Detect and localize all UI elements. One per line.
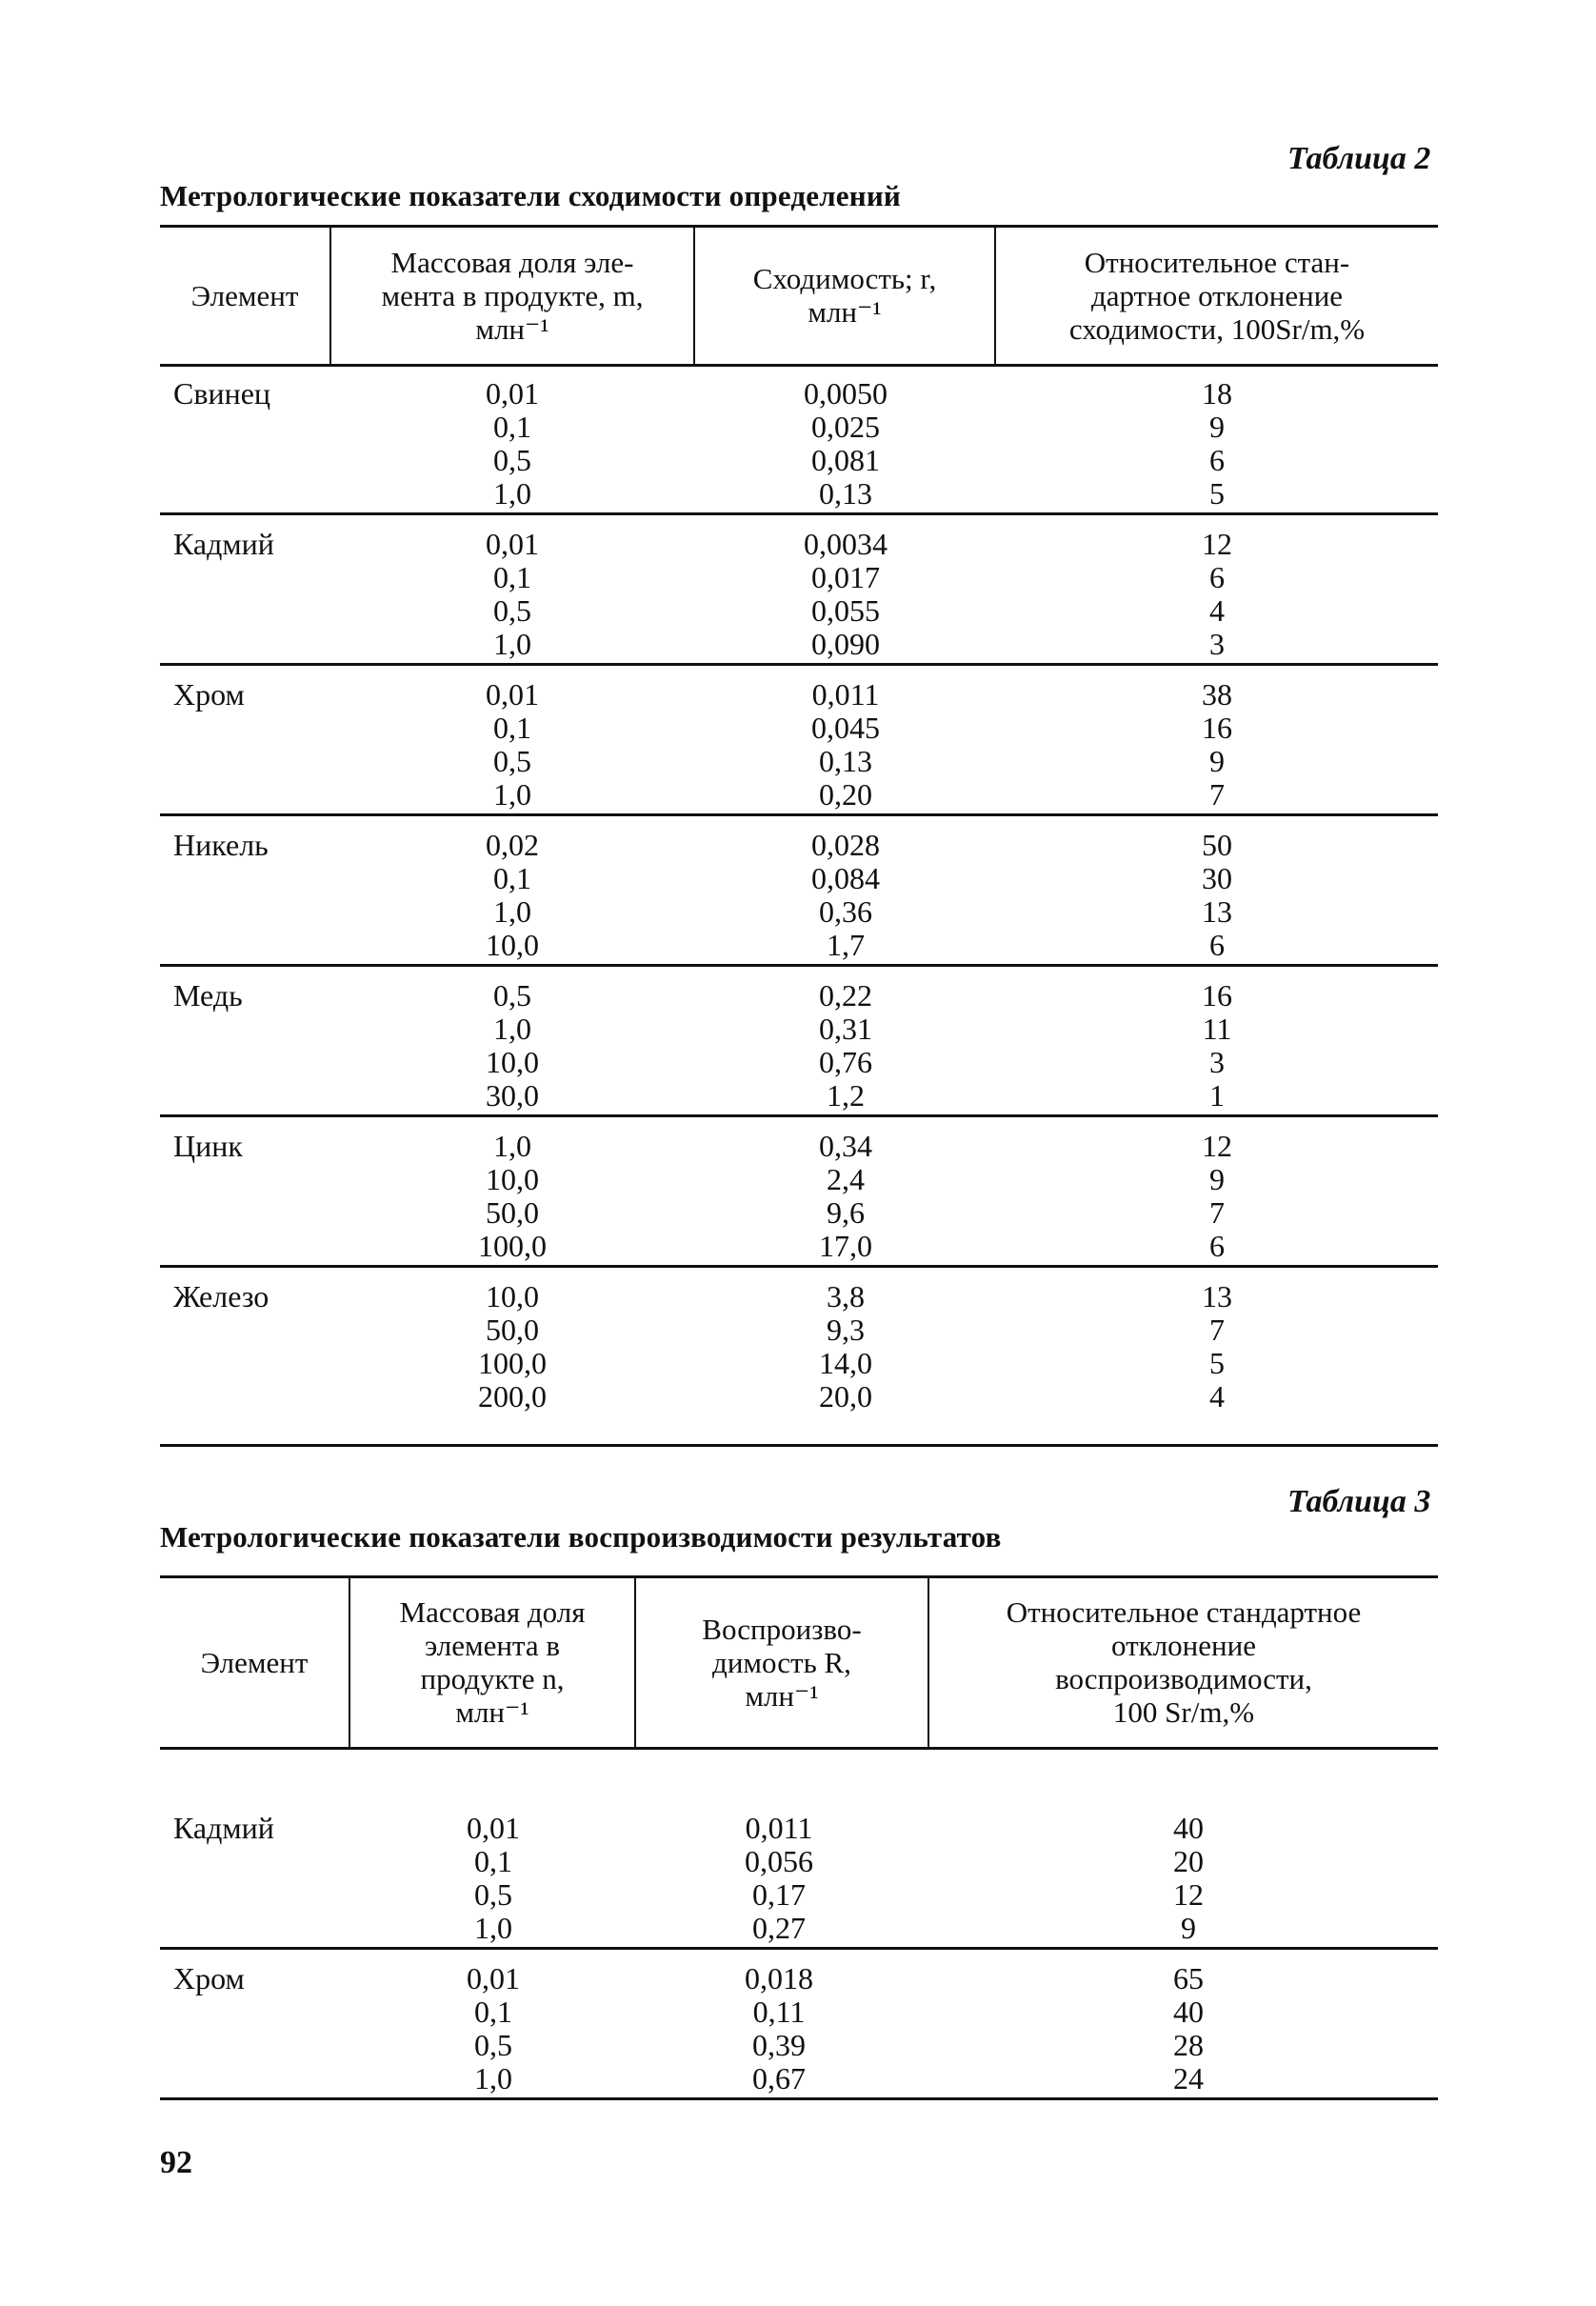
- table3-title: Метрологические показатели воспроизводимости результатов: [160, 1520, 1002, 1554]
- t3-value: 0,39: [752, 2028, 806, 2062]
- t2-value: 30: [1202, 861, 1232, 895]
- t2-value: 0,31: [819, 1012, 872, 1046]
- t3-value: 0,1: [474, 1995, 512, 2029]
- t2-value: 0,22: [819, 978, 872, 1013]
- t2-value: 38: [1202, 677, 1232, 712]
- t2-value: 0,76: [819, 1045, 872, 1079]
- t3-value: 0,01: [467, 1961, 520, 1995]
- t2-col-r-0: [750, 377, 941, 511]
- t2-col-s-0: [1160, 377, 1274, 511]
- t2-value: 0,02: [486, 828, 539, 862]
- t3-value: 28: [1173, 2028, 1204, 2062]
- t2-value: 6: [1209, 560, 1225, 594]
- t2-value: 0,028: [811, 828, 880, 862]
- t3-group-divider: [160, 1947, 1438, 1950]
- t2-value: 0,045: [811, 711, 880, 745]
- t2-value: 13: [1202, 894, 1232, 929]
- t3-col-m-0: [408, 1812, 579, 1945]
- t2-group-divider: [160, 1265, 1438, 1268]
- t2-col-s-3: [1160, 829, 1274, 962]
- table3: [160, 1575, 1438, 2109]
- t2-value: 7: [1209, 1313, 1225, 1347]
- t2-value: 10,0: [486, 1045, 539, 1079]
- table2-title: Метрологические показатели сходимости определений: [160, 179, 901, 212]
- t2-value: 0,1: [493, 410, 531, 444]
- t2-element-6: Железо: [173, 1279, 269, 1313]
- t2-value: 0,01: [486, 376, 539, 411]
- t2-group-divider: [160, 512, 1438, 515]
- table3-label: Таблица 3: [1287, 1484, 1431, 1519]
- t3-col-r-1: [684, 1962, 874, 2095]
- t2-element-2: Хром: [173, 677, 245, 712]
- t2-value: 0,090: [811, 627, 880, 661]
- t2-value: 13: [1202, 1279, 1232, 1313]
- t2-value: 0,011: [811, 677, 880, 712]
- t2-value: 1,0: [493, 476, 531, 511]
- t2-value: 0,1: [493, 560, 531, 594]
- t3-header-mass: Массовая доля элемента в продукте n, млн⁻¹: [399, 1595, 586, 1729]
- t2-col-m-4: [427, 979, 598, 1113]
- t2-value: 1,0: [493, 1012, 531, 1046]
- t2-value: 3: [1209, 627, 1225, 661]
- t3-value: 0,17: [752, 1877, 806, 1912]
- t2-value: 0,01: [486, 527, 539, 561]
- t2-value: 12: [1202, 1129, 1232, 1163]
- t3-value: 9: [1181, 1911, 1196, 1945]
- t2-value: 0,084: [811, 861, 880, 895]
- t2-value: 20,0: [819, 1379, 872, 1414]
- t2-value: 0,055: [811, 593, 880, 628]
- t2-value: 0,5: [493, 443, 531, 477]
- t3-value: 0,67: [752, 2061, 806, 2095]
- t2-value: 11: [1202, 1012, 1232, 1046]
- t2-group-divider: [160, 813, 1438, 816]
- t2-col-s-4: [1160, 979, 1274, 1113]
- t2-value: 16: [1202, 711, 1232, 745]
- t2-value: 1,0: [493, 627, 531, 661]
- t2-col-s-1: [1160, 528, 1274, 661]
- t2-col-m-6: [427, 1280, 598, 1414]
- t3-value: 24: [1173, 2061, 1204, 2095]
- t2-col-r-2: [750, 678, 941, 812]
- t2-value: 0,5: [493, 978, 531, 1013]
- t2-value: 0,025: [811, 410, 880, 444]
- t2-col-r-1: [750, 528, 941, 661]
- t3-col-s-0: [1131, 1812, 1246, 1945]
- t2-value: 2,4: [827, 1162, 865, 1196]
- t3-value: 0,056: [745, 1844, 813, 1878]
- t3-value: 12: [1173, 1877, 1204, 1912]
- page-number: 92: [160, 2145, 192, 2180]
- t2-value: 0,081: [811, 443, 880, 477]
- t3-col-r-0: [684, 1812, 874, 1945]
- table2-label: Таблица 2: [1287, 141, 1431, 176]
- t2-value: 30,0: [486, 1078, 539, 1113]
- t2-value: 0,1: [493, 861, 531, 895]
- t3-value: 0,018: [745, 1961, 813, 1995]
- t2-value: 9: [1209, 744, 1225, 778]
- t2-value: 200,0: [478, 1379, 547, 1414]
- t2-value: 10,0: [486, 928, 539, 962]
- t2-value: 16: [1202, 978, 1232, 1013]
- t2-value: 0,13: [819, 476, 872, 511]
- t2-value: 1,0: [493, 1129, 531, 1163]
- t2-value: 50,0: [486, 1195, 539, 1230]
- t2-col-m-5: [427, 1130, 598, 1263]
- t2-value: 100,0: [478, 1229, 547, 1263]
- t2-value: 3: [1209, 1045, 1225, 1079]
- t2-value: 0,0050: [804, 376, 888, 411]
- t2-value: 10,0: [486, 1279, 539, 1313]
- t2-value: 4: [1209, 593, 1225, 628]
- t2-col-r-6: [750, 1280, 941, 1414]
- t2-value: 1,7: [827, 928, 865, 962]
- t2-value: 6: [1209, 928, 1225, 962]
- t2-value: 1,0: [493, 894, 531, 929]
- t2-value: 1,0: [493, 777, 531, 812]
- t2-col-m-0: [427, 377, 598, 511]
- t2-value: 9,6: [827, 1195, 865, 1230]
- t2-col-m-1: [427, 528, 598, 661]
- t3-col-m-1: [408, 1962, 579, 2095]
- t2-group-divider: [160, 1114, 1438, 1117]
- t2-col-m-3: [427, 829, 598, 962]
- t2-value: 0,5: [493, 593, 531, 628]
- t3-value: 1,0: [474, 1911, 512, 1945]
- t2-col-s-5: [1160, 1130, 1274, 1263]
- t2-value: 0,34: [819, 1129, 872, 1163]
- t2-element-5: Цинк: [173, 1129, 243, 1163]
- t2-value: 14,0: [819, 1346, 872, 1380]
- t3-value: 40: [1173, 1995, 1204, 2029]
- t3-value: 20: [1173, 1844, 1204, 1878]
- t2-element-4: Медь: [173, 978, 243, 1013]
- t2-value: 0,0034: [804, 527, 888, 561]
- t2-value: 50: [1202, 828, 1232, 862]
- t3-element-0: Кадмий: [173, 1811, 274, 1845]
- t2-col-m-2: [427, 678, 598, 812]
- t2-value: 1: [1209, 1078, 1225, 1113]
- t3-value: 0,1: [474, 1844, 512, 1878]
- t2-col-r-4: [750, 979, 941, 1113]
- t3-value: 0,011: [745, 1811, 813, 1845]
- t2-value: 4: [1209, 1379, 1225, 1414]
- t2-value: 0,1: [493, 711, 531, 745]
- t2-value: 3,8: [827, 1279, 865, 1313]
- t2-element-3: Никель: [173, 828, 269, 862]
- t2-value: 0,017: [811, 560, 880, 594]
- t2-group-divider: [160, 663, 1438, 666]
- t2-value: 0,36: [819, 894, 872, 929]
- t3-value: 65: [1173, 1961, 1204, 1995]
- t2-element-1: Кадмий: [173, 527, 274, 561]
- t2-col-r-3: [750, 829, 941, 962]
- t2-value: 9,3: [827, 1313, 865, 1347]
- t2-col-s-6: [1160, 1280, 1274, 1414]
- t3-header-element: Элемент: [200, 1645, 309, 1679]
- t2-value: 7: [1209, 777, 1225, 812]
- t2-value: 0,01: [486, 677, 539, 712]
- t2-value: 6: [1209, 1229, 1225, 1263]
- t3-value: 1,0: [474, 2061, 512, 2095]
- t3-col-s-1: [1131, 1962, 1246, 2095]
- t2-value: 50,0: [486, 1313, 539, 1347]
- t3-value: 0,5: [474, 1877, 512, 1912]
- t3-value: 0,5: [474, 2028, 512, 2062]
- t2-group-divider: [160, 964, 1438, 967]
- t3-header-repro: Воспроизво- димость R, млн⁻¹: [702, 1612, 862, 1713]
- t2-element-0: Свинец: [173, 376, 271, 411]
- t2-value: 0,13: [819, 744, 872, 778]
- t2-value: 9: [1209, 1162, 1225, 1196]
- t2-header-mass: Массовая доля эле- мента в продукте, m, млн⁻¹: [381, 245, 644, 346]
- t2-value: 9: [1209, 410, 1225, 444]
- t2-col-r-5: [750, 1130, 941, 1263]
- t2-value: 7: [1209, 1195, 1225, 1230]
- t2-value: 17,0: [819, 1229, 872, 1263]
- t2-value: 0,5: [493, 744, 531, 778]
- t2-value: 100,0: [478, 1346, 547, 1380]
- t2-value: 12: [1202, 527, 1232, 561]
- t3-header-rsd: Относительное стандартное отклонение воспроизводимости, 100 Sr/m,%: [1006, 1595, 1362, 1729]
- t2-value: 6: [1209, 443, 1225, 477]
- t2-value: 18: [1202, 376, 1232, 411]
- t3-value: 0,11: [752, 1995, 806, 2029]
- table2: [160, 225, 1438, 1450]
- t2-header-element: Элемент: [190, 278, 299, 312]
- t2-value: 1,2: [827, 1078, 865, 1113]
- t2-value: 5: [1209, 476, 1225, 511]
- t2-header-rsd: Относительное стан- дартное отклонение сходимости, 100Sr/m,%: [1068, 245, 1366, 346]
- t2-col-s-2: [1160, 678, 1274, 812]
- t2-value: 5: [1209, 1346, 1225, 1380]
- t2-value: 10,0: [486, 1162, 539, 1196]
- t2-header-repeat: Сходимость; r, млн⁻¹: [752, 262, 937, 329]
- t3-value: 0,01: [467, 1811, 520, 1845]
- t3-value: 0,27: [752, 1911, 806, 1945]
- t3-value: 40: [1173, 1811, 1204, 1845]
- t3-element-1: Хром: [173, 1961, 245, 1995]
- t2-value: 0,20: [819, 777, 872, 812]
